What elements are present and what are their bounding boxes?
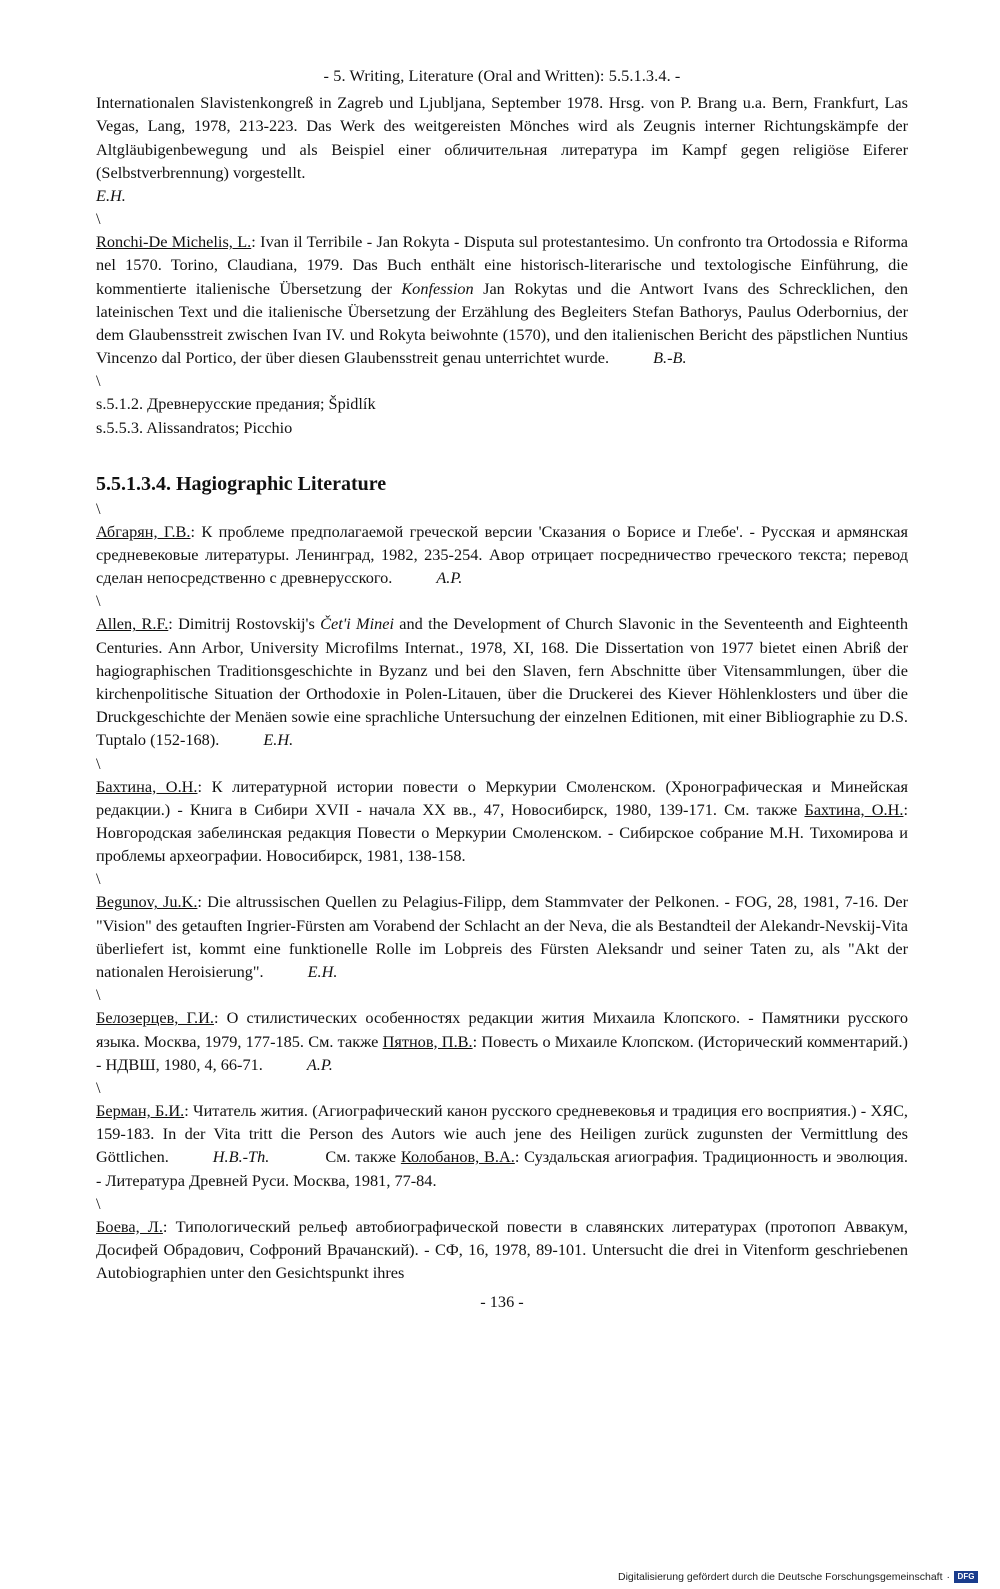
running-header: - 5. Writing, Literature (Oral and Written): 5.5.1.3.4. - [323,66,681,85]
entry-initials: H.B.-Th. [212,1147,270,1167]
entry-initials: E.H. [307,962,338,982]
entry-text: : Ivan il Terribile - Jan Rokyta - Disputa sul protestantesimo. Un confronto tra Ortodossia e Riforma nel 1570. Torino, Claudiana, 1979. Das Buch enthält eine historisch-literarische und textologische Einführung, die kommentierte italienische Übersetzung der [96,232,909,298]
entry-begunov [96,890,908,983]
cross-reference: s.5.1.2. Древнерусские предания; Špidlík [96,394,376,414]
entry-text: : О стилистических особенностях редакции жития Михаила Клопского. - Памятники русского языка. Москва, 1979, 177-185. См. также [96,1008,908,1051]
entry-author: Бахтина, О.Н. [96,776,198,796]
entry-italic-title: Konfession [401,278,474,298]
entry-author: Begunov, Ju.K. [96,892,198,912]
entry-text: Jan Rokytas und die Antwort Ivans des Schrecklichen, den lateinischen Text und die italienische Übersetzung der Erzählung des Begleiters Stefan Bathorys, Paulus Oderbornius, der dem Glaubensstreit zwischen Ivan IV. und Rokyta beiwohnte (1570), und den italienischen Bericht des päpstlichen Nuntius Vincenzo dal Portico, der über diesen Glaubensstreit genau unterrichtet wurde. [96,278,908,368]
entry-initials: A.P. [436,568,463,588]
entry-separator: \ [96,591,101,611]
entry-bachtina [96,775,908,868]
entry-author: Боева, Л. [96,1216,163,1236]
entry-berman [96,1099,908,1192]
entry-text: : Читатель жития. (Агиографический канон русского средневековья и традиция его восприятия.) - ХЯС, 159-183. In der Vita tritt die Person des Autors wie auch jene des Heiligen zurück zugunsten der Vermittlung des Göttlichen. [96,1100,909,1167]
entry-ronchi [96,230,908,369]
entry-text: : К литературной истории повести о Меркурии Смоленском. (Хронографическая и Минейская редакции.) - Книга в Сибири XVII - начала XX вв., 47, Новосибирск, 1980, 139-171. См. также [96,776,909,819]
entry-italic-title: Čet'i Minei [320,614,394,634]
entry-author: Колобанов, В.А. [400,1147,515,1167]
entry-author: Allen, R.F. [96,614,169,634]
entry-author: Берман, Б.И. [96,1100,185,1120]
footer-separator-dot: · [946,1571,950,1583]
entry-allen [96,612,908,751]
entry-author: Абгарян, Г.В. [96,521,191,541]
entry-text: : Die altrussischen Quellen zu Pelagius-Filipp, dem Stammvater der Pelkonen. - FOG, 28, 1981, 7-16. Der "Vision" des getauften Ingrier-Fürsten am Vorabend der Schlacht an der Neva, die als Bestandteil der Alekandr-Nevskij-Vita überliefert ist, kommt eine funktionelle Rolle im Lobpreis des Fürsten Aleksandr und seiner Taten zu, als "Akt der nationalen Heroisierung". [96,892,909,982]
entry-author: Ronchi-De Michelis, L. [96,232,252,252]
intro-entry [96,91,908,207]
entry-text: : Новгородская забелинская редакция Повести о Меркурии Смоленском. - Сибирское собрание М.Н. Тихомирова и проблемы археографии. Новосибирск, 1981, 138-158. [96,799,908,866]
entry-author: Бахтина, О.Н. [804,799,904,819]
entry-separator: \ [96,371,101,391]
page-body [96,64,908,1314]
entry-separator: \ [96,1077,101,1097]
entry-separator: \ [96,498,101,518]
section-title: 5.5.1.3.4. Hagiographic Literature [96,472,387,495]
entry-text: : Повесть о Михаиле Клопском. (Исторический комментарий.) - НДВШ, 1980, 4, 66-71. [96,1031,908,1074]
entry-text: : Dimitrij Rostovskij's [168,614,321,634]
entry-separator: \ [96,985,101,1005]
entry-author: Пятнов, П.В. [382,1031,473,1051]
entry-initials: B.-B. [653,348,687,368]
entry-text: : К проблеме предполагаемой греческой версии 'Сказания о Борисе и Глебе'. - Русская и армянская средневековые литературы. Ленинград, 1982, 235-254. Авор отрицает посредничество греческого текста; перевод сделан непосредственно с древнерусского. [96,521,908,588]
footer-text: Digitalisierung gefördert durch die Deutsche Forschungsgemeinschaft [617,1571,943,1583]
entry-abgarjan [96,520,908,590]
entry-boeva [96,1215,908,1285]
entry-author: Белозерцев, Г.И. [96,1008,214,1028]
entry-text: : Суздальская агиография. Традиционность и эволюция. - Литература Древней Руси. Москва, 1981, 77-84. [96,1147,908,1190]
entry-text: and the Development of Church Slavonic in the Seventeenth and Eighteenth Centuries. Ann Arbor, University Microfilms Internat., 1978, XI, 168. Die Dissertation von 1977 bietet einen Abriß der hagiographischen Traditionsgeschichte in Byzanz und bei den Slaven, fern Abschnitte über Vitensammlungen, über die kirchenpolitische Situation der Orthodoxie in Polen-Litauen, über die Druckerei des Kiever Höhlenklosters und über die Druckgeschichte der Menäen sowie eine sprachliche Untersuchung der einzelnen Editionen, mit einer Bibliographie zu D.S. Tuptalo (152-168). [96,614,908,750]
intro-initials: E.H. [96,186,126,206]
entry-separator: \ [96,209,101,229]
cross-reference: s.5.5.3. Alissandratos; Picchio [96,417,293,437]
page-number: - 136 - [480,1292,524,1312]
entry-initials: A.P. [306,1054,333,1074]
entry-separator: \ [96,869,101,889]
intro-text: Internationalen Slavistenkongreß in Zagreb und Ljubljana, September 1978. Hrsg. von P. Brang u.a. Bern, Frankfurt, Las Vegas, Lang, 1978, 213-223. Das Werk des weitgereisten Mönches wird als Zeugnis interner Richtungskämpfe der Altgläubigenbewegung und als Beispiel einer обличительная литература im Kampf gegen religiöse Eiferer (Selbstverbrennung) vorgestellt. [96,93,908,182]
entry-belozercev [96,1006,908,1076]
entry-initials: E.H. [263,730,294,750]
entry-separator: \ [96,1193,101,1213]
digitization-footer [618,1571,978,1583]
entry-text: : Типологический рельеф автобиографической повести в славянских литературах (протопоп Аввакум, Досифей Обрадович, Софроний Врачанский). - СФ, 16, 1978, 89-101. Untersucht die drei in Vitenform geschriebenen Autobiographien unter den Gesichtspunkt ihres [96,1216,908,1283]
entry-text: См. также [325,1147,401,1167]
dfg-logo-icon: DFG [954,1571,978,1583]
entry-separator: \ [96,753,101,773]
